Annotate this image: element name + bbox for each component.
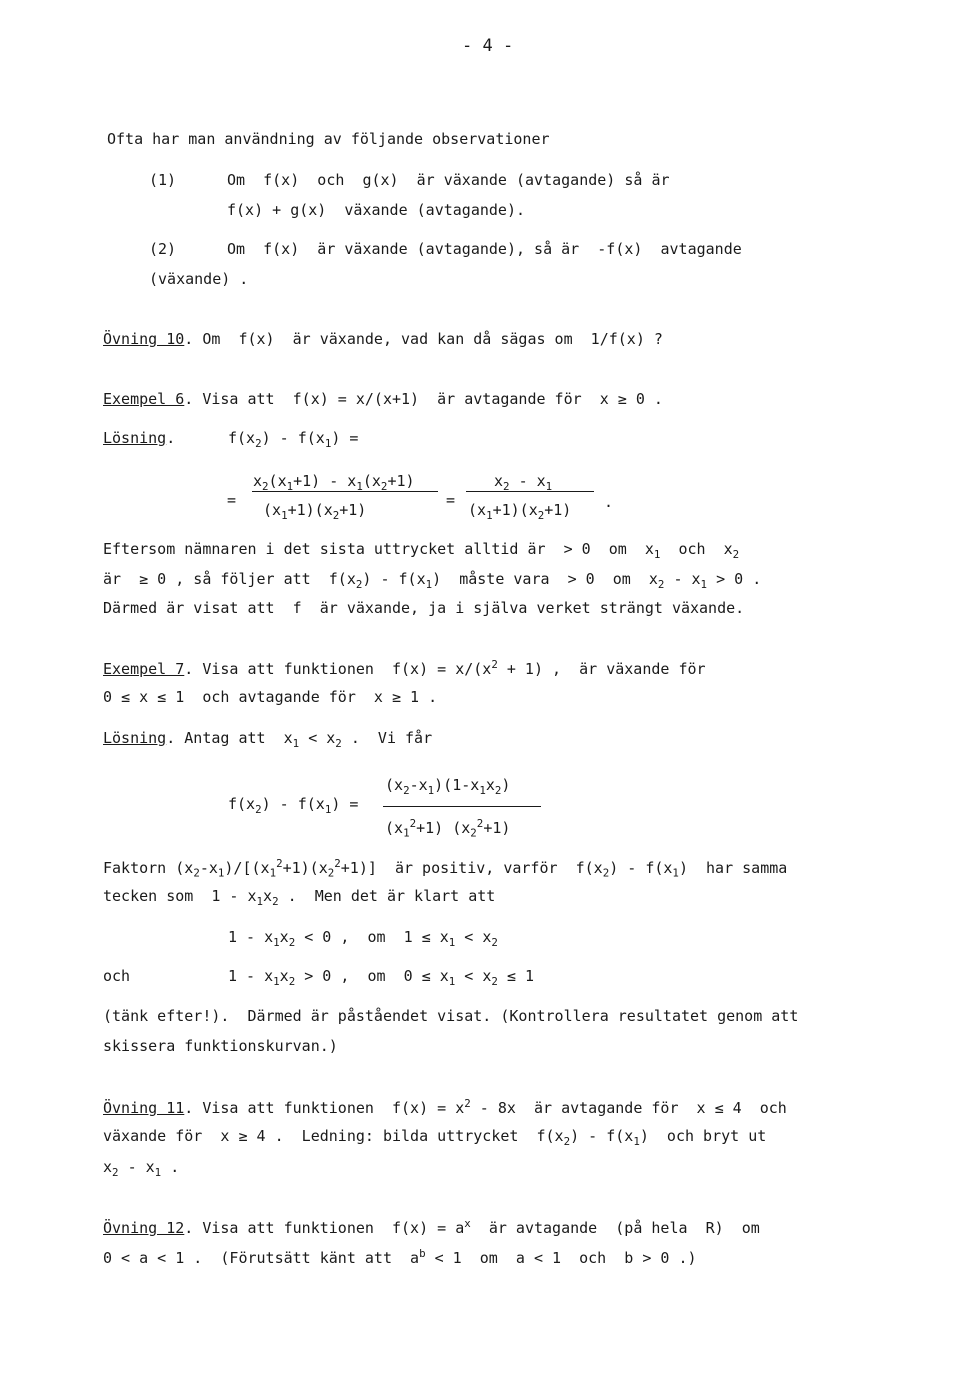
obs1-label: (1) [149, 171, 177, 189]
ex7-line2: 0 ≤ x ≤ 1 och avtagande för x ≥ 1 . [103, 688, 438, 706]
obs1-line1: Om f(x) och g(x) är växande (avtagande) så är [227, 171, 670, 189]
obs1-line2: f(x) + g(x) växande (avtagande). [227, 201, 526, 219]
page-number: - 4 - [462, 36, 514, 56]
ovning11-line3: $x_2 - x_1$ . [103, 1158, 180, 1179]
skissera-line: skissera funktionskurvan.) [103, 1037, 338, 1055]
ovning11-text: . Visa att funktionen f(x) = x [184, 1098, 465, 1117]
ovning12-label: Övning 12 [103, 1218, 185, 1237]
faktorn-line: Faktorn $(x_2-x_1)/[(x_1^2+1)(x_2^2+1)]$ är positiv, varför $f(x_2) - f(x_1)$ har samma [103, 857, 788, 880]
tank-line: (tänk efter!). Därmed är påståendet visat. (Kontrollera resultatet genom att [103, 1007, 799, 1025]
ex6-frac1-den: $(x_1+1)(x_2+1)$ [263, 501, 367, 522]
ex6-eq-lhs: $f(x_2) - f(x_1)$ = [228, 429, 359, 450]
ex6-frac2-den: $(x_1+1)(x_2+1)$ [468, 501, 572, 522]
exempel7-label: Exempel 7 [103, 659, 185, 678]
och-label: och [103, 967, 131, 985]
losning6-heading: Lösning. [103, 429, 176, 447]
ovning10-text: . Om f(x) är växande, vad kan då sägas om 1/f(x) ? [184, 330, 663, 348]
tecken-line: tecken som $1 - x_1x_2$ . Men det är klart att [103, 887, 496, 908]
ex7-frac-den: $(x_1^2+1)$ $(x_2^2+1)$ [385, 817, 511, 840]
ovning11-heading: Övning 11. Visa att funktionen $f(x) = x^2 - 8x$ är avtagande för x ≤ 4 och [103, 1097, 787, 1117]
ex6-text2: är ≥ 0 , så följer att $f(x_2) - f(x_1)$ måste vara > 0 om $x_2 - x_1 > 0$ . [103, 570, 762, 591]
ex7-frac-num: $(x_2-x_1)(1-x_1x_2)$ [385, 776, 511, 797]
obs2-line1: Om f(x) är växande (avtagande), så är -f(x) avtagande [227, 240, 742, 258]
ovning10-heading [103, 332, 663, 347]
ex7-eq-lhs: $f(x_2) - f(x_1)$ = [228, 795, 359, 816]
ex6-frac1-num: $x_2(x_1+1) - x_1(x_2+1)$ [253, 472, 415, 493]
losning7-heading: Lösning. Antag att $x_1 < x_2$ . Vi får [103, 729, 433, 750]
ovning11-line2: växande för x ≥ 4 . Ledning: bilda uttrycket $f(x_2) - f(x_1)$ och bryt ut [103, 1127, 767, 1148]
obs2-label: (2) [149, 240, 177, 258]
exempel7-heading: Exempel 7. Visa att funktionen $f(x) = x/(x^2 + 1)$ , är växande för [103, 658, 706, 678]
ex7-frac-bar [383, 806, 541, 807]
losning6-label: Lösning [103, 429, 167, 447]
ex6-text3: Därmed är visat att f är växande, ja i själva verket strängt växande. [103, 599, 745, 617]
exempel7-text: . Visa att funktionen f(x) = x/(x [184, 659, 492, 678]
ovning12-heading: Övning 12. Visa att funktionen $f(x) = a^x$ är avtagande (på hela R) om [103, 1217, 760, 1237]
losning7-label: Lösning [103, 729, 167, 747]
ovning12-line2: 0 < a < 1 . (Förutsätt känt att $a^b < 1$ om a < 1 och b > 0 .) [103, 1247, 697, 1267]
obs2-line2: (växande) . [149, 270, 249, 288]
ex6-text1: Eftersom nämnaren i det sista uttrycket alltid är > 0 om $x_1$ och $x_2$ [103, 540, 740, 561]
intro-text: Ofta har man användning av följande observationer [107, 130, 550, 148]
ex6-frac2-bar [466, 491, 594, 492]
ovning12-text: . Visa att funktionen f(x) = a [184, 1218, 465, 1237]
ovning10-label: Övning 10 [103, 330, 185, 348]
exempel6-text: . Visa att f(x) = x/(x+1) är avtagande för x ≥ 0 . [184, 390, 663, 408]
ovning11-label: Övning 11 [103, 1098, 185, 1117]
exempel6-heading [103, 392, 663, 407]
ineq-1: $1 - x_1x_2 < 0$ , om $1 \le x_1 < x_2$ [228, 928, 498, 949]
exempel6-label: Exempel 6 [103, 390, 185, 408]
ex6-frac1-bar [252, 491, 438, 492]
ex6-frac2-num: $x_2 - x_1$ [494, 472, 553, 493]
ineq-2: $1 - x_1x_2 > 0$ , om $0 \le x_1 < x_2 \le 1$ [228, 967, 535, 988]
